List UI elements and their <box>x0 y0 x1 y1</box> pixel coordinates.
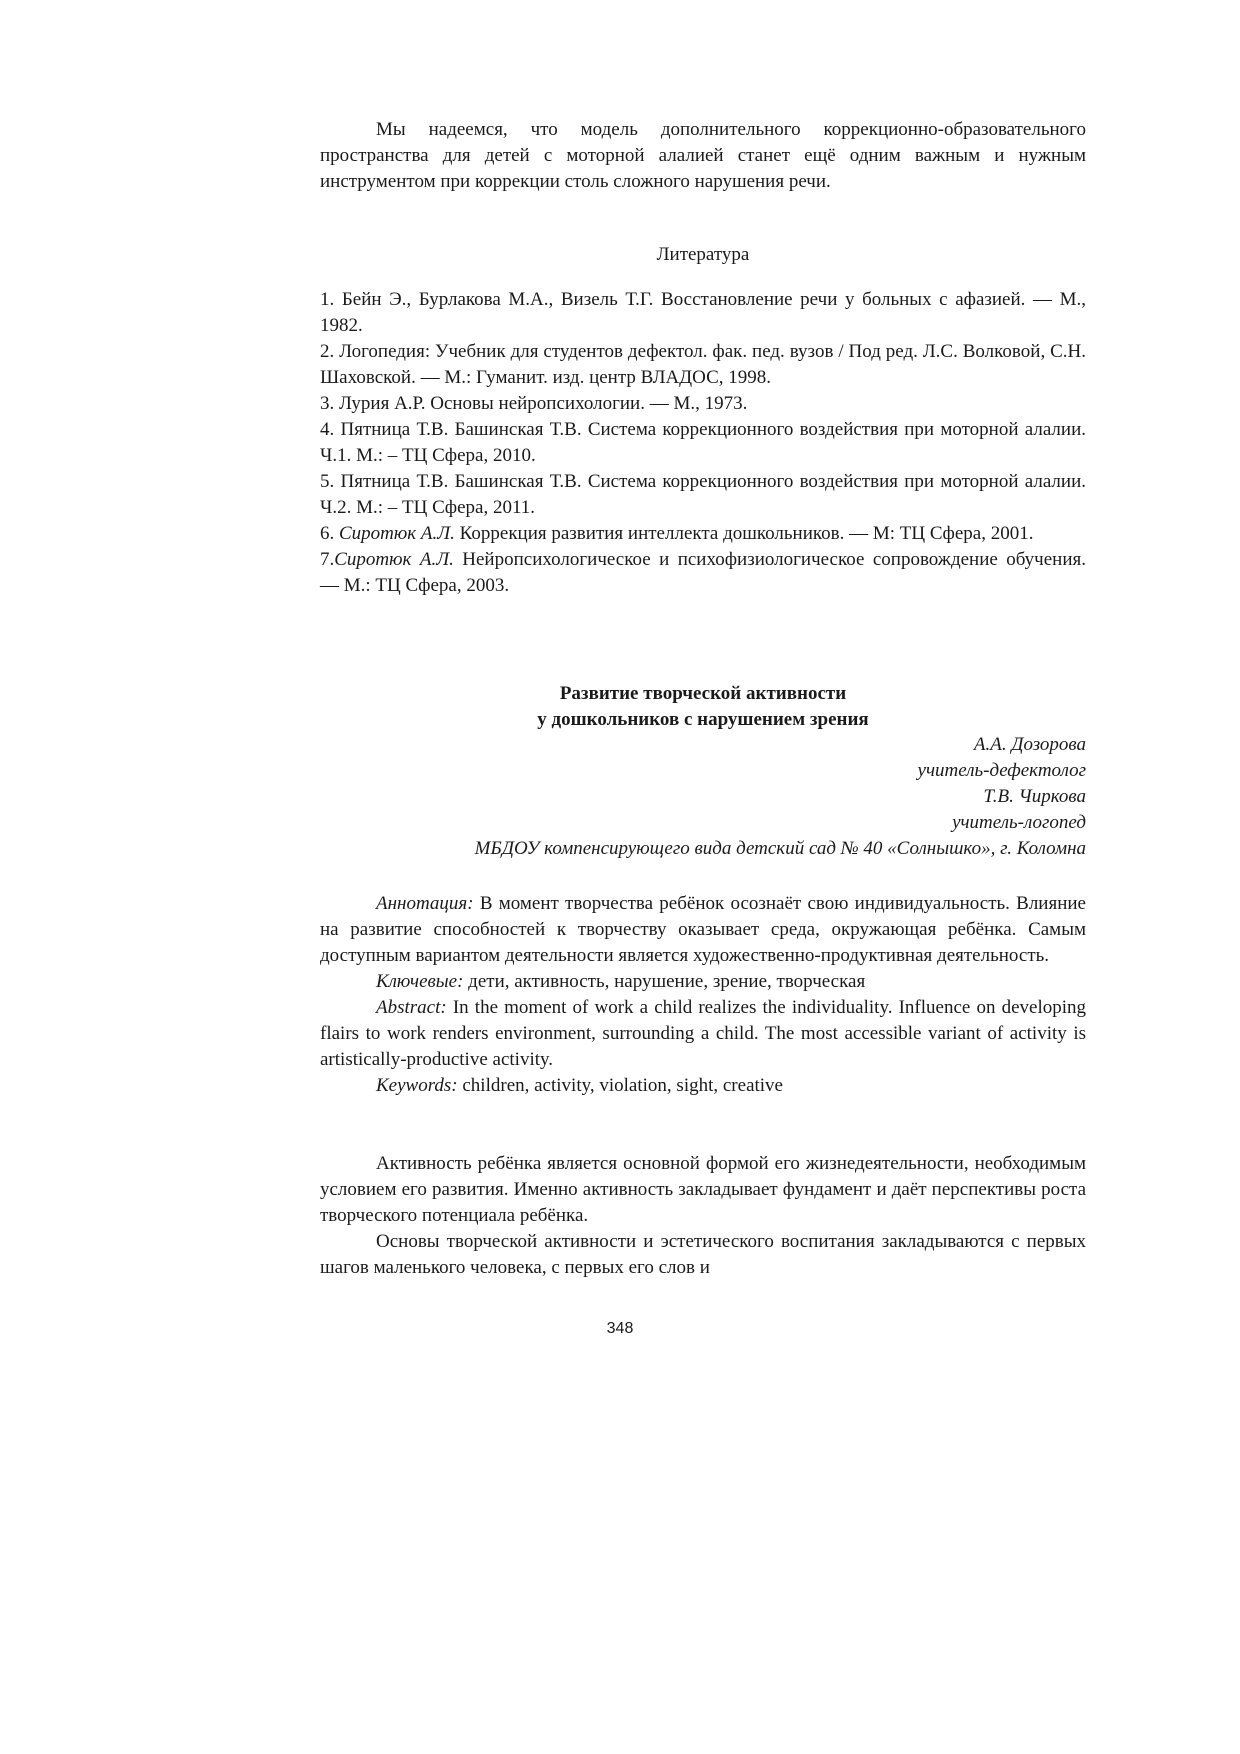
keywords-en-label: Keywords: <box>376 1075 458 1096</box>
reference-prefix: 7. <box>320 549 335 570</box>
annotation-text: В момент творчества ребёнок осознаёт свою индивидуальность. Влияние на развитие способностей к творчеству оказывает среда, окружающая ребёнка. Самым доступным вариантом деятельности является художественно-продуктивная деятельность. <box>320 893 1086 966</box>
keywords-en-text: children, activity, violation, sight, creative <box>457 1075 783 1096</box>
reference-prefix: 6. <box>320 523 339 544</box>
intro-section <box>320 117 1086 195</box>
author-name: Т.В. Чиркова <box>983 786 1086 807</box>
body-section <box>320 1151 1086 1281</box>
reference-text: Коррекция развития интеллекта дошкольников. — М: ТЦ Сфера, 2001. <box>454 523 1034 544</box>
reference-list <box>320 287 1086 599</box>
reference-item <box>320 547 1086 599</box>
keywords-text: дети, активность, нарушение, зрение, творческая <box>463 971 866 992</box>
keywords-en-paragraph <box>320 1073 1086 1099</box>
abstract-text: In the moment of work a child realizes the individuality. Influence on developing flairs to work renders environment, surrounding a child. The most accessible variant of activity is artistically-productive activity. <box>320 997 1086 1070</box>
literature-heading: Литература <box>656 244 750 265</box>
article-title-line: у дошкольников с нарушением зрения <box>537 709 869 730</box>
keywords-paragraph <box>320 969 1086 995</box>
reference-item: 1. Бейн Э., Бурлакова М.А., Визель Т.Г. Восстановление речи у больных с афазией. — М., 1982. <box>320 289 1086 336</box>
article-title <box>320 681 1086 733</box>
keywords-label: Ключевые: <box>376 971 464 992</box>
author-role: учитель-логопед <box>952 812 1086 833</box>
institution: МБДОУ компенсирующего вида детский сад № 40 «Солнышко», г. Коломна <box>474 838 1086 859</box>
reference-text: Нейропсихологическое и психофизиологическое сопровождение обучения. — М.: ТЦ Сфера, 2003. <box>320 549 1086 596</box>
reference-author: Сиротюк А.Л. <box>334 549 454 570</box>
reference-author: Сиротюк А.Л. <box>339 523 455 544</box>
reference-item: 3. Лурия А.Р. Основы нейропсихологии. — М., 1973. <box>320 393 748 414</box>
page-number: 348 <box>606 1320 634 1337</box>
annotation-paragraph <box>320 891 1086 969</box>
author-name: А.А. Дозорова <box>973 734 1086 755</box>
article-title-line: Развитие творческой активности <box>559 683 847 704</box>
author-role: учитель-дефектолог <box>917 760 1086 781</box>
reference-item: 2. Логопедия: Учебник для студентов дефектол. фак. пед. вузов / Под ред. Л.С. Волковой, С.Н. Шаховской. — М.: Гуманит. изд. центр ВЛАДОС, 1998. <box>320 341 1086 388</box>
intro-paragraph: Мы надеемся, что модель дополнительного коррекционно-образовательного пространства для детей с моторной алалией станет ещё одним важным и нужным инструментом при коррекции столь сложного нарушения речи. <box>320 119 1086 192</box>
annotation-label: Аннотация: <box>376 893 474 914</box>
abstract-paragraph <box>320 995 1086 1073</box>
abstract-label: Abstract: <box>376 997 447 1018</box>
body-paragraph: Основы творческой активности и эстетического воспитания закладываются с первых шагов маленького человека, с первых его слов и <box>320 1231 1086 1278</box>
annotation-section <box>320 891 1086 1099</box>
author-block <box>320 732 1086 862</box>
body-paragraph: Активность ребёнка является основной формой его жизнедеятельности, необходимым условием его развития. Именно активность закладывает фундамент и даёт перспективы роста творческого потенциала ребёнка. <box>320 1153 1086 1226</box>
reference-item: 5. Пятница Т.В. Башинская Т.В. Система коррекционного воздействия при моторной алалии. Ч.2. М.: – ТЦ Сфера, 2011. <box>320 471 1086 518</box>
reference-item: 4. Пятница Т.В. Башинская Т.В. Система коррекционного воздействия при моторной алалии. Ч.1. М.: – ТЦ Сфера, 2010. <box>320 419 1086 466</box>
reference-item <box>320 521 1086 547</box>
